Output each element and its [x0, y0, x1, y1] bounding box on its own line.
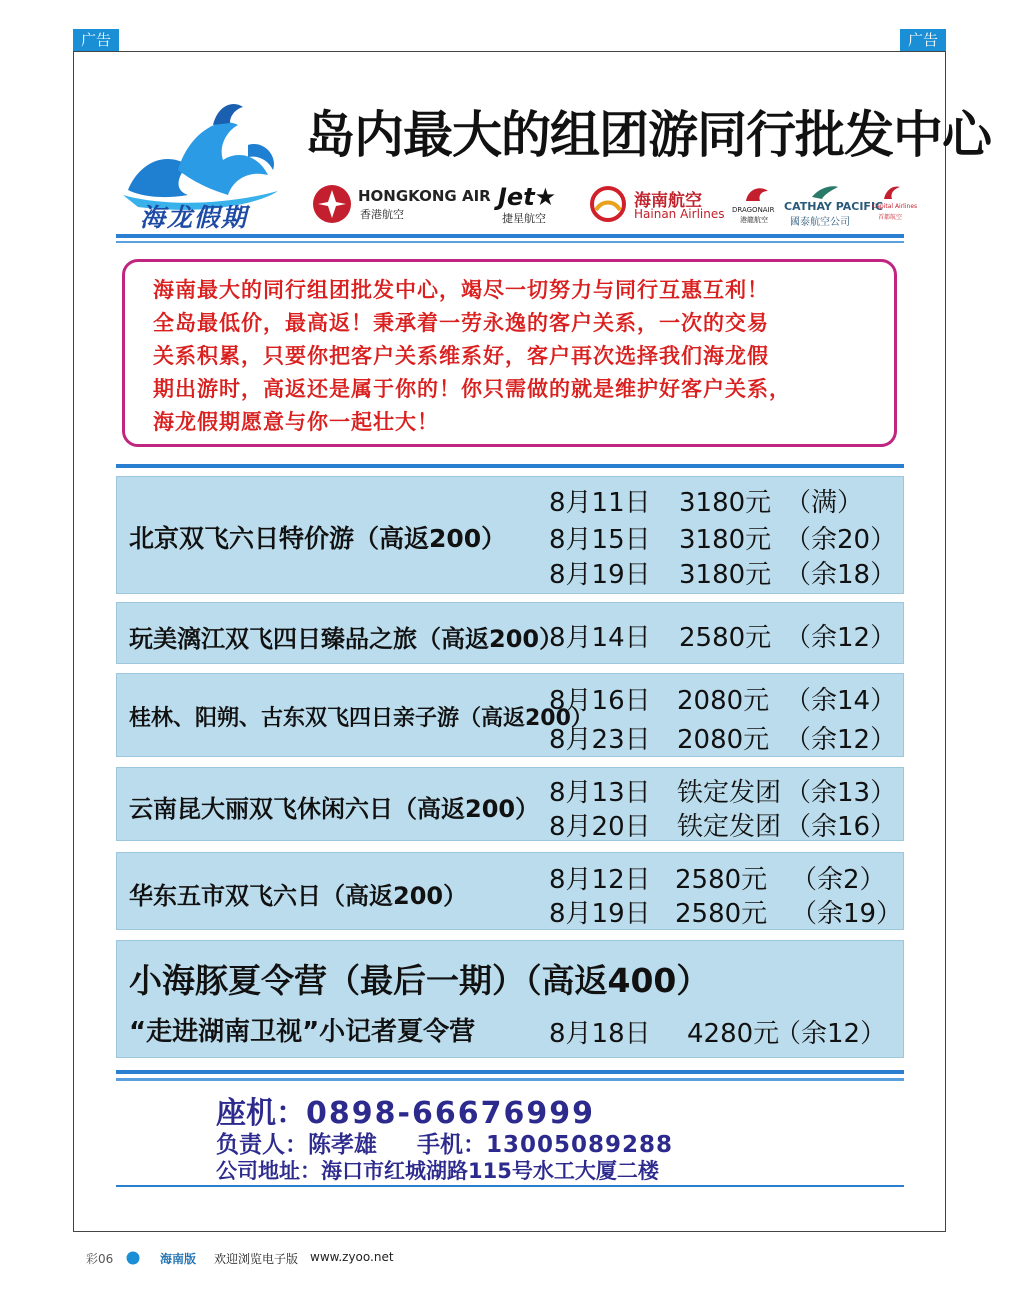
trip-row [116, 852, 904, 930]
departure-price: 2580元 [679, 623, 772, 653]
airline-capital [872, 183, 918, 225]
divider [116, 234, 904, 238]
page-number: 彩06 [86, 1252, 114, 1266]
departure-price: 2080元 [677, 725, 770, 755]
camp-date: 8月18日 [549, 1019, 651, 1049]
trip-row [116, 476, 904, 594]
departure-date: 8月11日 [549, 488, 651, 518]
departure-date: 8月15日 [549, 525, 651, 555]
departure-status: （余12） [785, 623, 897, 653]
departure-date: 8月19日 [549, 560, 651, 590]
airline-name: CATHAY PACIFIC [784, 200, 884, 213]
notice-box [122, 259, 897, 447]
airline-name: Jet★ [498, 183, 557, 211]
airline-cathay [784, 183, 884, 228]
manager-name: 陈孝雄 [308, 1132, 377, 1158]
departure-status: （余20） [785, 525, 897, 555]
airline-sub: 國泰航空公司 [790, 217, 850, 228]
camp-subtitle: “走进湖南卫视”小记者夏令营 [129, 1017, 476, 1047]
manager-label: 负责人： [216, 1132, 308, 1158]
mobile-label: 手机： [417, 1132, 486, 1158]
notice-line: 海龙假期愿意与你一起壮大！ [153, 410, 439, 434]
airline-hongkong [312, 183, 490, 225]
notice-line: 海南最大的同行组团批发中心，竭尽一切努力与同行互惠互利！ [153, 278, 769, 302]
capital-airlines-icon [880, 183, 902, 201]
cathay-pacific-icon [810, 183, 840, 199]
trip-row [116, 673, 904, 757]
trip-name: 桂林、阳朔、古东双飞四日亲子游（高返200） [129, 706, 593, 731]
divider [116, 1070, 904, 1074]
camp-price: 4280元 [687, 1019, 780, 1049]
airline-hainan [588, 183, 738, 225]
departure-price: 2580元 [675, 865, 768, 895]
airline-sub: 首都航空 [878, 214, 903, 221]
departure-date: 8月19日 [549, 899, 651, 929]
edition-name: 海南版 [160, 1252, 197, 1266]
camp-title: 小海豚夏令营（最后一期）（高返400） [129, 961, 710, 1000]
departure-status: （余18） [785, 560, 897, 590]
landline-number: 0898-66676999 [306, 1096, 595, 1131]
airline-sub: 捷星航空 [502, 212, 546, 225]
edition-badge-icon [126, 1251, 140, 1265]
departure-date: 8月23日 [549, 725, 651, 755]
trip-name: 玩美漓江双飞四日臻品之旅（高返200） [129, 625, 564, 653]
airline-sub: 港龍航空 [740, 216, 768, 224]
trip-name: 华东五市双飞六日（高返200） [129, 882, 468, 910]
divider [116, 1078, 904, 1081]
departure-status: （余19） [791, 899, 903, 929]
landline-label: 座机： [216, 1096, 306, 1131]
airline-sub: Hainan Airlines [634, 207, 725, 221]
address-line [216, 1155, 659, 1185]
departure-price: 2080元 [677, 686, 770, 716]
departure-price: 3180元 [679, 560, 772, 590]
camp-row [116, 940, 904, 1058]
dragonair-icon [742, 183, 772, 205]
notice-line: 全岛最低价，最高返！秉承着一劳永逸的客户关系，一次的交易 [153, 311, 769, 335]
hainan-airlines-icon [588, 184, 628, 224]
airline-name: DRAGONAIR [732, 206, 775, 214]
departure-status: （余13） [785, 778, 897, 808]
departure-status: （余14） [785, 686, 897, 716]
departure-price: 3180元 [679, 525, 772, 555]
departure-date: 8月12日 [549, 865, 651, 895]
trip-row [116, 767, 904, 841]
trip-row [116, 602, 904, 664]
departure-price: 铁定发团 [677, 812, 782, 842]
airline-dragonair [732, 183, 782, 225]
departure-date: 8月16日 [549, 686, 651, 716]
airline-name: HONGKONG AIR [358, 187, 491, 205]
departure-status: （满） [785, 488, 864, 518]
departure-status: （余16） [785, 812, 897, 842]
ad-tag-left: 广告 [73, 29, 119, 51]
divider [116, 1185, 904, 1187]
address-text: 海口市红城湖路115号水工大厦二楼 [321, 1159, 659, 1183]
departure-price: 铁定发团 [677, 778, 782, 808]
departure-date: 8月13日 [549, 778, 651, 808]
notice-line: 关系积累，只要你把客户关系维系好，客户再次选择我们海龙假 [153, 344, 769, 368]
airline-name: Capital Airlines [872, 203, 918, 210]
trip-name: 云南昆大丽双飞休闲六日（高返200） [129, 795, 540, 823]
airline-logos [312, 183, 918, 228]
camp-status: （余12） [775, 1019, 887, 1049]
airline-name: 海南航空 [634, 191, 702, 211]
departure-date: 8月14日 [549, 623, 651, 653]
trip-name: 北京双飞六日特价游（高返200） [129, 524, 507, 553]
departure-price: 2580元 [675, 899, 768, 929]
divider [116, 464, 904, 468]
departure-date: 8月20日 [549, 812, 651, 842]
departure-status: （余2） [791, 865, 886, 895]
headline: 岛内最大的组团游同行批发中心 [305, 106, 991, 164]
airline-jetstar [498, 183, 574, 225]
hongkong-air-icon [312, 184, 352, 224]
welcome-text: 欢迎浏览电子版 [214, 1252, 299, 1266]
departure-status: （余12） [785, 725, 897, 755]
mobile-number: 13005089288 [486, 1132, 674, 1158]
notice-line: 期出游时，高返还是属于你的！你只需做的就是维护好客户关系， [153, 377, 791, 401]
departure-price: 3180元 [679, 488, 772, 518]
site-link[interactable]: www.zyoo.net [310, 1250, 394, 1264]
divider [116, 241, 904, 243]
ad-tag-right: 广告 [900, 29, 946, 51]
brand-name: 海龙假期 [140, 203, 249, 232]
address-label: 公司地址： [216, 1159, 321, 1183]
airline-sub: 香港航空 [360, 208, 404, 221]
